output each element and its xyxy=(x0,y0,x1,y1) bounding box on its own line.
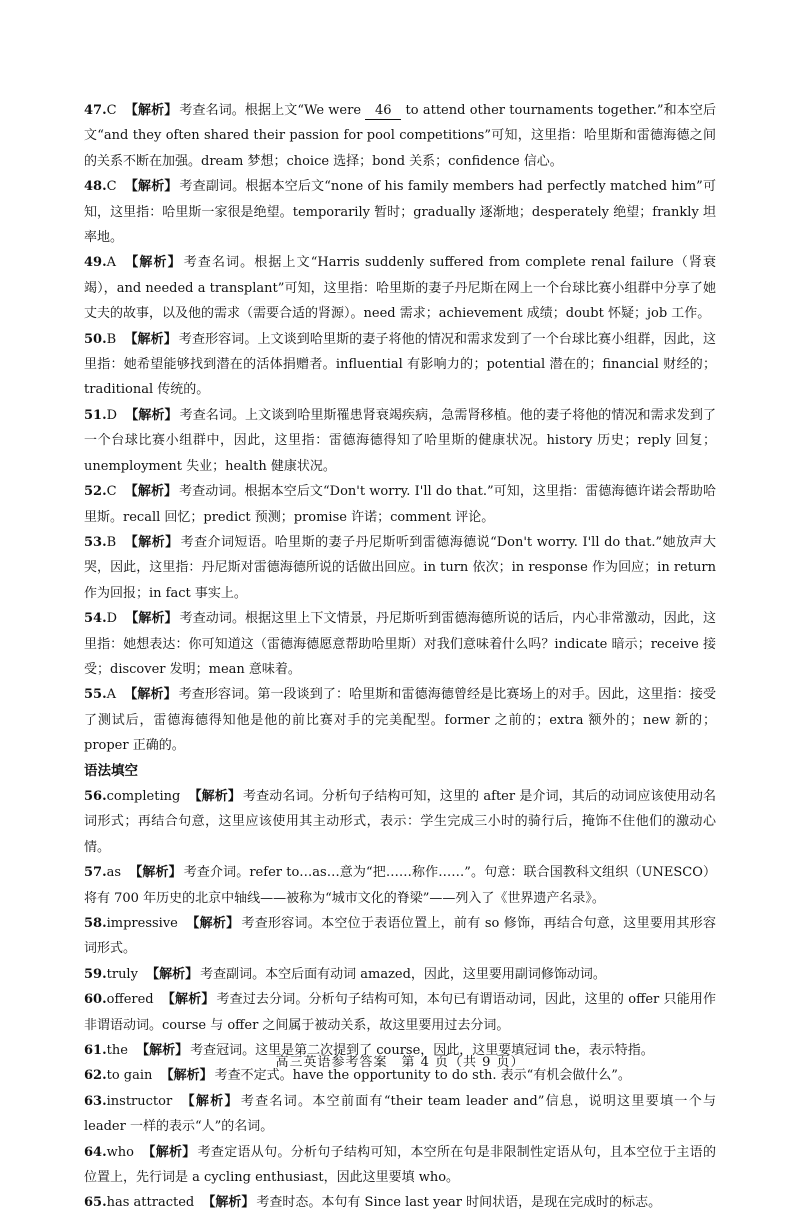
item-text: 考查形容词。本空位于表语位置上，前有 so 修饰，再结合句意，这里要用其形容词形式。 xyxy=(84,916,716,957)
item-answer: instructor xyxy=(106,1093,173,1109)
item-text: 考查介词。refer to…as…意为“把……称作……”。句意：联合国教科文组织（UNESCO）将有 700 年历史的北京中轴线——被称为“城市文化的脊梁”——列入了《世界遗产名录》。 xyxy=(84,865,716,906)
answer-item-47 xyxy=(84,98,716,174)
blank-underline: 46 xyxy=(365,103,401,120)
answer-item-54 xyxy=(84,606,716,682)
item-text: 考查动名词。分析句子结构可知，这里的 after 是介词，其后的动词应该使用动名词形式；再结合句意，这里应该使用其主动形式，表示：学生完成三小时的骑行后，掩饰不住他们的激动心情。 xyxy=(84,788,716,855)
item-number: 49. xyxy=(84,255,107,271)
item-answer: D xyxy=(106,407,118,423)
item-text: 考查名词。上文谈到哈里斯罹患肾衰竭疾病，急需肾移植。他的妻子将他的情况和需求发到了一个台球比赛小组群中，因此，这里指：雷德海德得知了哈里斯的健康状况。history 历史；reply 回复；unemployment 失业；health 健康状况。 xyxy=(84,407,716,474)
item-text: 考查副词。本空后面有动词 amazed，因此，这里要用副词修饰动词。 xyxy=(200,966,606,982)
answer-item-53 xyxy=(84,530,716,606)
item-number: 56. xyxy=(84,788,107,804)
item-answer: who xyxy=(106,1144,134,1160)
item-number: 65. xyxy=(84,1195,107,1211)
analysis-tag: 【解析】 xyxy=(142,1144,196,1160)
item-text: 考查形容词。第一段谈到了：哈里斯和雷德海德曾经是比赛场上的对手。因此，这里指：接受了测试后，雷德海德得知他是他的前比赛对手的完美配型。former 之前的；extra 额外的；new 新的；proper 正确的。 xyxy=(84,687,716,754)
item-answer: C xyxy=(106,484,117,500)
analysis-tag: 【解析】 xyxy=(202,1195,255,1211)
analysis-tag: 【解析】 xyxy=(124,331,177,347)
item-number: 51. xyxy=(84,407,107,423)
answer-item-52 xyxy=(84,479,716,530)
answer-item-50 xyxy=(84,327,716,403)
analysis-tag: 【解析】 xyxy=(146,966,199,982)
answer-item-51 xyxy=(84,403,716,479)
section-title: 语法填空 xyxy=(84,762,138,779)
item-number: 53. xyxy=(84,534,107,550)
answer-item-49 xyxy=(84,250,716,326)
analysis-tag: 【解析】 xyxy=(124,484,178,500)
item-answer: D xyxy=(106,611,118,627)
item-text-pre: 考查名词。根据上文“We were xyxy=(179,103,366,118)
item-number: 61. xyxy=(84,1043,107,1059)
item-number: 64. xyxy=(84,1144,107,1160)
item-answer: completing xyxy=(106,788,181,804)
item-text: 考查名词。根据上文“Harris suddenly suffered from complete renal failure（肾衰竭），and needed a transplant”可知，这里指：哈里斯的妻子丹尼斯在网上一个台球比赛小组群中分享了她丈夫的故事，以及他的需求（需要合适的肾源）。need 需求；achievement 成绩；doubt 怀疑；job 工作。 xyxy=(84,255,716,322)
analysis-tag: 【解析】 xyxy=(181,1093,239,1109)
item-number: 54. xyxy=(84,611,107,627)
answer-item-55 xyxy=(84,682,716,758)
answer-item-58 xyxy=(84,911,716,962)
item-number: 50. xyxy=(84,331,107,347)
item-answer: as xyxy=(106,865,122,881)
analysis-tag: 【解析】 xyxy=(125,611,178,627)
analysis-tag: 【解析】 xyxy=(124,103,178,118)
answer-item-59 xyxy=(84,962,716,987)
item-answer: B xyxy=(106,534,117,550)
item-number: 55. xyxy=(84,687,107,703)
item-text: 考查动词。根据这里上下文情景，丹尼斯听到雷德海德所说的话后，内心非常激动，因此，这里指：她想表达：你可知道这（雷德海德愿意帮助哈里斯）对我们意味着什么吗？indicate 暗示；receive 接受；discover 发明；mean 意味着。 xyxy=(84,611,716,677)
item-answer: the xyxy=(106,1043,128,1059)
analysis-tag: 【解析】 xyxy=(125,407,178,423)
item-number: 57. xyxy=(84,865,107,881)
item-answer: has attracted xyxy=(106,1195,195,1211)
item-answer: truly xyxy=(106,966,138,982)
answer-item-65 xyxy=(84,1190,716,1215)
item-text: 考查冠词。这里是第二次提到了 course，因此，这里要填冠词 the，表示特指。 xyxy=(190,1043,654,1059)
item-text: 考查动词。根据本空后文“Don't worry. I'll do that.”可知，这里指：雷德海德许诺会帮助哈里斯。recall 回忆；predict 预测；promise 许诺；comment 评论。 xyxy=(84,484,716,525)
item-answer: to gain xyxy=(106,1068,153,1084)
analysis-tag: 【解析】 xyxy=(161,992,215,1008)
item-number: 63. xyxy=(84,1093,107,1109)
answer-content xyxy=(84,98,716,1216)
item-text: 考查介词短语。哈里斯的妻子丹尼斯听到雷德海德说“Don't worry. I'll do that.”她放声大哭，因此，这里指：丹尼斯对雷德海德所说的话做出回应。in turn 依次；in response 作为回应；in return 作为回报；in fact 事实上。 xyxy=(84,534,716,601)
item-text: 考查不定式。have the opportunity to do sth. 表示“有机会做什么”。 xyxy=(214,1068,631,1084)
item-answer: A xyxy=(106,255,117,271)
item-answer: offered xyxy=(106,992,154,1008)
item-number: 48. xyxy=(84,179,107,195)
page-footer: 高三英语参考答案 第 4 页（共 9 页） xyxy=(275,1055,525,1070)
analysis-tag: 【解析】 xyxy=(186,916,240,931)
item-text: 考查定语从句。分析句子结构可知，本空所在句是非限制性定语从句，且本空位于主语的位置上，先行词是 a cycling enthusiast，因此这里要填 who。 xyxy=(84,1144,716,1186)
item-text: 考查副词。根据本空后文“none of his family members had perfectly matched him”可知，这里指：哈里斯一家很是绝望。temporarily 暂时；gradually 逐渐地；desperately 绝望；frankly 坦率地。 xyxy=(84,179,716,246)
item-number: 47. xyxy=(84,103,107,118)
analysis-tag: 【解析】 xyxy=(188,788,242,804)
answer-item-64 xyxy=(84,1140,716,1191)
item-text: 考查时态。本句有 Since last year 时间状语，是现在完成时的标志。 xyxy=(256,1195,662,1211)
answer-item-56 xyxy=(84,784,716,860)
answer-item-63 xyxy=(84,1089,716,1140)
item-number: 59. xyxy=(84,966,107,982)
item-number: 58. xyxy=(84,916,107,931)
item-text: 考查形容词。上文谈到哈里斯的妻子将他的情况和需求发到了一个台球比赛小组群，因此，这里指：她希望能够找到潜在的活体捐赠者。influential 有影响力的；potential 潜在的；financial 财经的；traditional 传统的。 xyxy=(84,331,716,398)
item-answer: A xyxy=(106,687,117,703)
answer-item-57 xyxy=(84,860,716,911)
analysis-tag: 【解析】 xyxy=(136,1043,189,1059)
analysis-tag: 【解析】 xyxy=(124,534,179,550)
analysis-tag: 【解析】 xyxy=(160,1068,213,1084)
item-number: 60. xyxy=(84,992,107,1008)
item-text: to attend other tournaments together.”和本空后文“and they often shared their passion for pool competitions”可知，这里指：哈里斯和雷德海德之间的关系不断在加强。dream 梦想；choice 选择；bond 关系；confidence 信心。 xyxy=(84,103,716,169)
analysis-tag: 【解析】 xyxy=(129,865,182,881)
analysis-tag: 【解析】 xyxy=(125,255,182,271)
item-answer: C xyxy=(106,179,117,195)
item-text: 考查过去分词。分析句子结构可知，本句已有谓语动词，因此，这里的 offer 只能用作非谓语动词。course 与 offer 之间属于被动关系，故这里要用过去分词。 xyxy=(84,992,716,1033)
item-answer: C xyxy=(106,103,117,118)
item-number: 52. xyxy=(84,484,107,500)
item-text: 考查名词。本空前面有“their team leader and”信息，说明这里要填一个与 leader 一样的表示“人”的名词。 xyxy=(84,1093,716,1135)
answer-item-48 xyxy=(84,174,716,250)
item-number: 62. xyxy=(84,1068,107,1084)
item-answer: B xyxy=(106,331,117,347)
analysis-tag: 【解析】 xyxy=(124,179,178,195)
item-answer: impressive xyxy=(106,916,178,931)
answer-item-60 xyxy=(84,987,716,1038)
analysis-tag: 【解析】 xyxy=(124,687,177,703)
